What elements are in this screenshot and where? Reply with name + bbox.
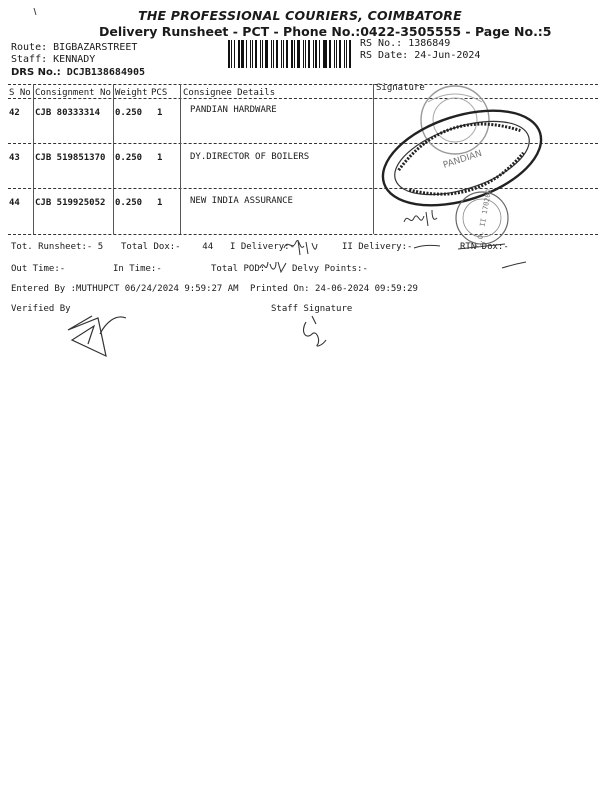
row-weight: 0.250 — [115, 153, 143, 163]
company-name: THE PROFESSIONAL COURIERS, COIMBATORE — [138, 8, 462, 23]
row-weight: 0.250 — [115, 108, 143, 118]
row-consignee: DY.DIRECTOR OF BOILERS — [190, 152, 310, 162]
runsheet-subtitle: Delivery Runsheet - PCT - Phone No.:0422-3505555 - Page No.:5 — [99, 24, 552, 39]
row-consignee: PANDIAN HARDWARE — [190, 105, 277, 115]
verifier-signature — [68, 316, 126, 356]
row-pcs: 1 — [157, 108, 163, 118]
staff-signature-scribble — [304, 316, 326, 346]
row-sno: 44 — [9, 198, 20, 208]
pod-signature — [260, 262, 286, 272]
out-time: Out Time:- — [11, 264, 66, 274]
header-signature: Signature — [376, 83, 425, 93]
header-pcs: PCS — [151, 88, 168, 98]
row-weight: 0.250 — [115, 198, 143, 208]
route-label: Route: — [11, 42, 48, 53]
right-margin-mark — [502, 262, 526, 268]
row-sno: 42 — [9, 108, 20, 118]
row-consignment: CJB 519925052 — [35, 198, 106, 208]
staff-value: KENNADY — [53, 54, 96, 65]
ii-delivery-mark — [414, 245, 440, 248]
ii-delivery: II Delivery:- — [342, 242, 413, 252]
header-consignment: Consignment No — [35, 88, 111, 98]
seal-inner: PANDIAN — [441, 148, 484, 171]
date-stamp — [456, 189, 508, 249]
verified-by: Verified By — [11, 304, 71, 314]
drs-value: DCJB138684905 — [66, 67, 146, 78]
entered-by: Entered By :MUTHUPCT 06/24/2024 9:59:27 AM — [11, 284, 239, 294]
staff-signature-label: Staff Signature — [271, 304, 353, 314]
row-consignment: CJB 80333314 — [35, 108, 101, 118]
rtn-dox: RTN Dox:- — [460, 242, 509, 252]
rs-no-label: RS No.: — [360, 38, 403, 49]
rs-no-value: 1386849 — [408, 38, 451, 49]
header-weight: Weight — [115, 88, 148, 98]
printed-on: Printed On: 24-06-2024 09:59:29 — [250, 284, 418, 294]
rs-date-value: 24-Jun-2024 — [414, 50, 481, 61]
header-consignee: Consignee Details — [183, 88, 276, 98]
rs-date-label: RS Date: — [360, 50, 409, 61]
row-pcs: 1 — [157, 153, 163, 163]
row-consignment: CJB 519851370 — [35, 153, 106, 163]
route-value: BIGBAZARSTREET — [53, 42, 138, 53]
in-time: In Time:- — [113, 264, 162, 274]
row-sno: 43 — [9, 153, 20, 163]
pen-mark — [34, 8, 36, 15]
delvy-points: Delvy Points:- — [292, 264, 368, 274]
staff-label: Staff: — [11, 54, 48, 65]
i-delivery: I Delivery:- — [230, 242, 296, 252]
row-consignee: NEW INDIA ASSURANCE — [190, 196, 293, 206]
round-seal — [421, 86, 489, 154]
row-pcs: 1 — [157, 198, 163, 208]
drs-label: DRS No.: — [11, 67, 61, 78]
i-delivery-signature — [284, 240, 317, 255]
oval-stamp — [371, 93, 553, 224]
header-sno: S No — [9, 88, 31, 98]
date-stamp-text: D.O. II 170200 — [474, 188, 494, 249]
tot-runsheet: Tot. Runsheet:- 5 — [11, 242, 104, 252]
row-signature — [404, 210, 437, 226]
total-dox-value: 44 — [202, 242, 214, 252]
total-dox-label: Total Dox:- — [121, 242, 181, 252]
total-pod: Total POD: — [211, 264, 266, 274]
